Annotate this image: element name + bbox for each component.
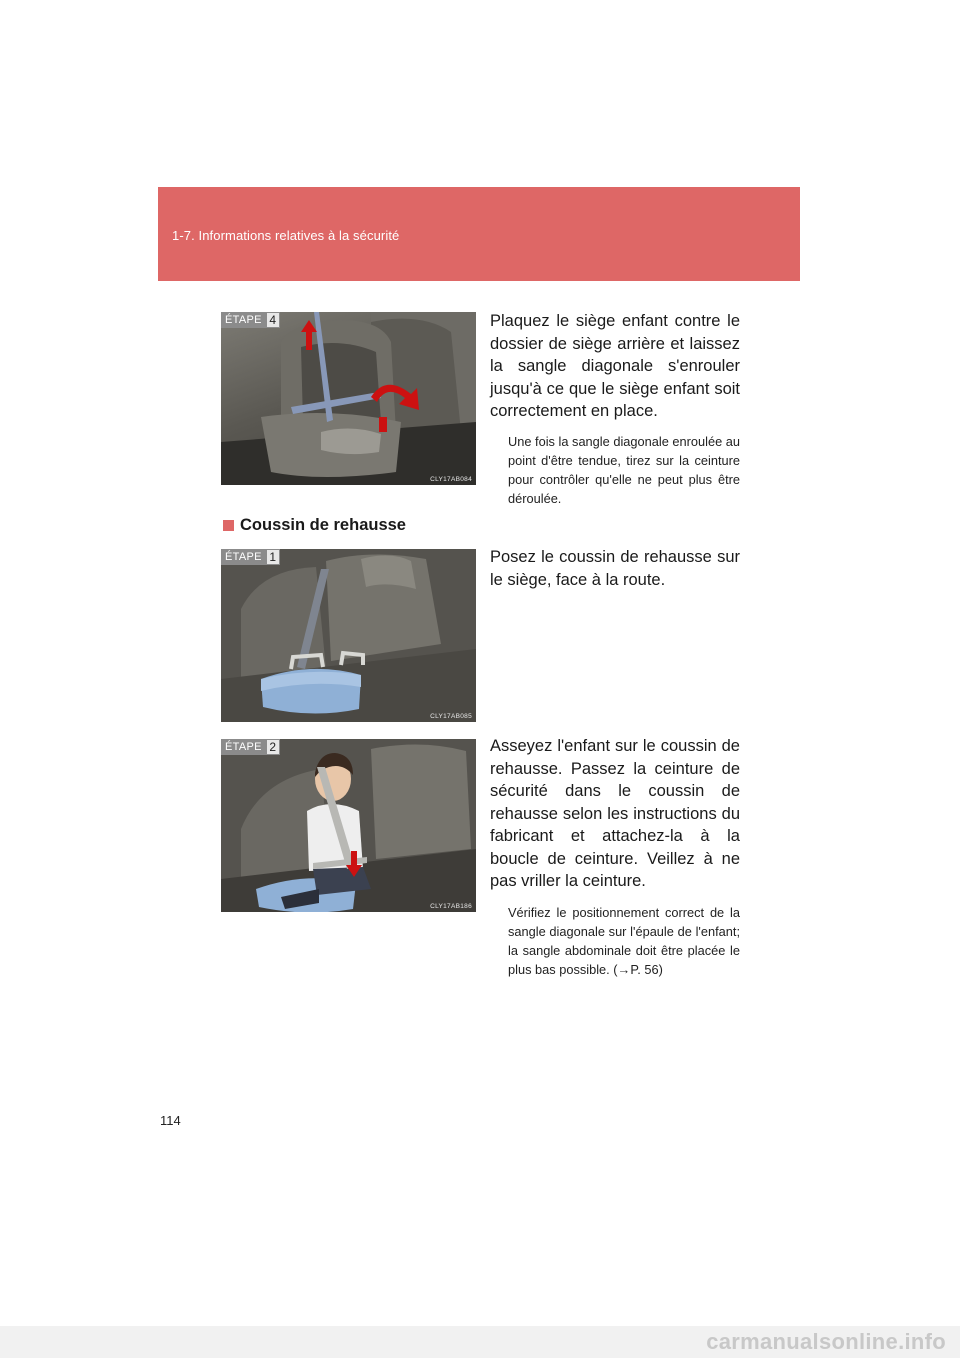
step-badge-label: ÉTAPE <box>221 739 266 755</box>
child-on-booster-illustration <box>221 739 476 912</box>
figure-code: CLY17AB084 <box>430 476 472 483</box>
step-4-note: Une fois la sangle diagonale enroulée au point d'être tendue, tirez sur la ceinture pour contrôler qu'elle ne peut plus être déroulée. <box>508 434 740 506</box>
figure-child-seat-step-4 <box>221 312 476 485</box>
step-badge-label: ÉTAPE <box>221 549 266 565</box>
step-badge-number: 1 <box>266 549 280 565</box>
step-2-instruction: Asseyez l'enfant sur le coussin de rehausse. Passez la ceinture de sécurité dans le coussin de rehausse selon les instructions du fabricant et attachez-la à la boucle de ceinture. Veillez à ne pas vriller la ceinture. <box>490 737 740 890</box>
booster-cushion-illustration <box>221 549 476 722</box>
step-badge <box>221 739 280 755</box>
figure-code: CLY17AB085 <box>430 713 472 720</box>
step-2-note: Vérifiez le positionnement correct de la sangle diagonale sur l'épaule de l'enfant; la sangle abdominale doit être placée le plus bas possible. (→P. 56) <box>508 905 740 977</box>
section-title: 1-7. Informations relatives à la sécurité <box>172 228 400 243</box>
subsection-heading <box>223 516 406 535</box>
figure-booster-step-2 <box>221 739 476 912</box>
step-badge-label: ÉTAPE <box>221 312 266 328</box>
figure-booster-step-1 <box>221 549 476 722</box>
step-badge-number: 4 <box>266 312 280 328</box>
page-number: 114 <box>160 1113 181 1128</box>
step-1-instruction: Posez le coussin de rehausse sur le siège, face à la route. <box>490 548 740 589</box>
subsection-title: Coussin de rehausse <box>240 516 406 534</box>
square-bullet-icon <box>223 520 234 531</box>
step-badge <box>221 549 280 565</box>
step-4-instruction: Plaquez le siège enfant contre le dossier de siège arrière et laissez la sangle diagonale s'enrouler jusqu'à ce que le siège enfant soit correctement en place. <box>490 312 740 420</box>
watermark-text: carmanualsonline.info <box>706 1329 946 1354</box>
figure-code: CLY17AB186 <box>430 903 472 910</box>
step-badge-number: 2 <box>266 739 280 755</box>
step-badge <box>221 312 280 328</box>
watermark-bar <box>0 1326 960 1358</box>
child-seat-illustration <box>221 312 476 485</box>
